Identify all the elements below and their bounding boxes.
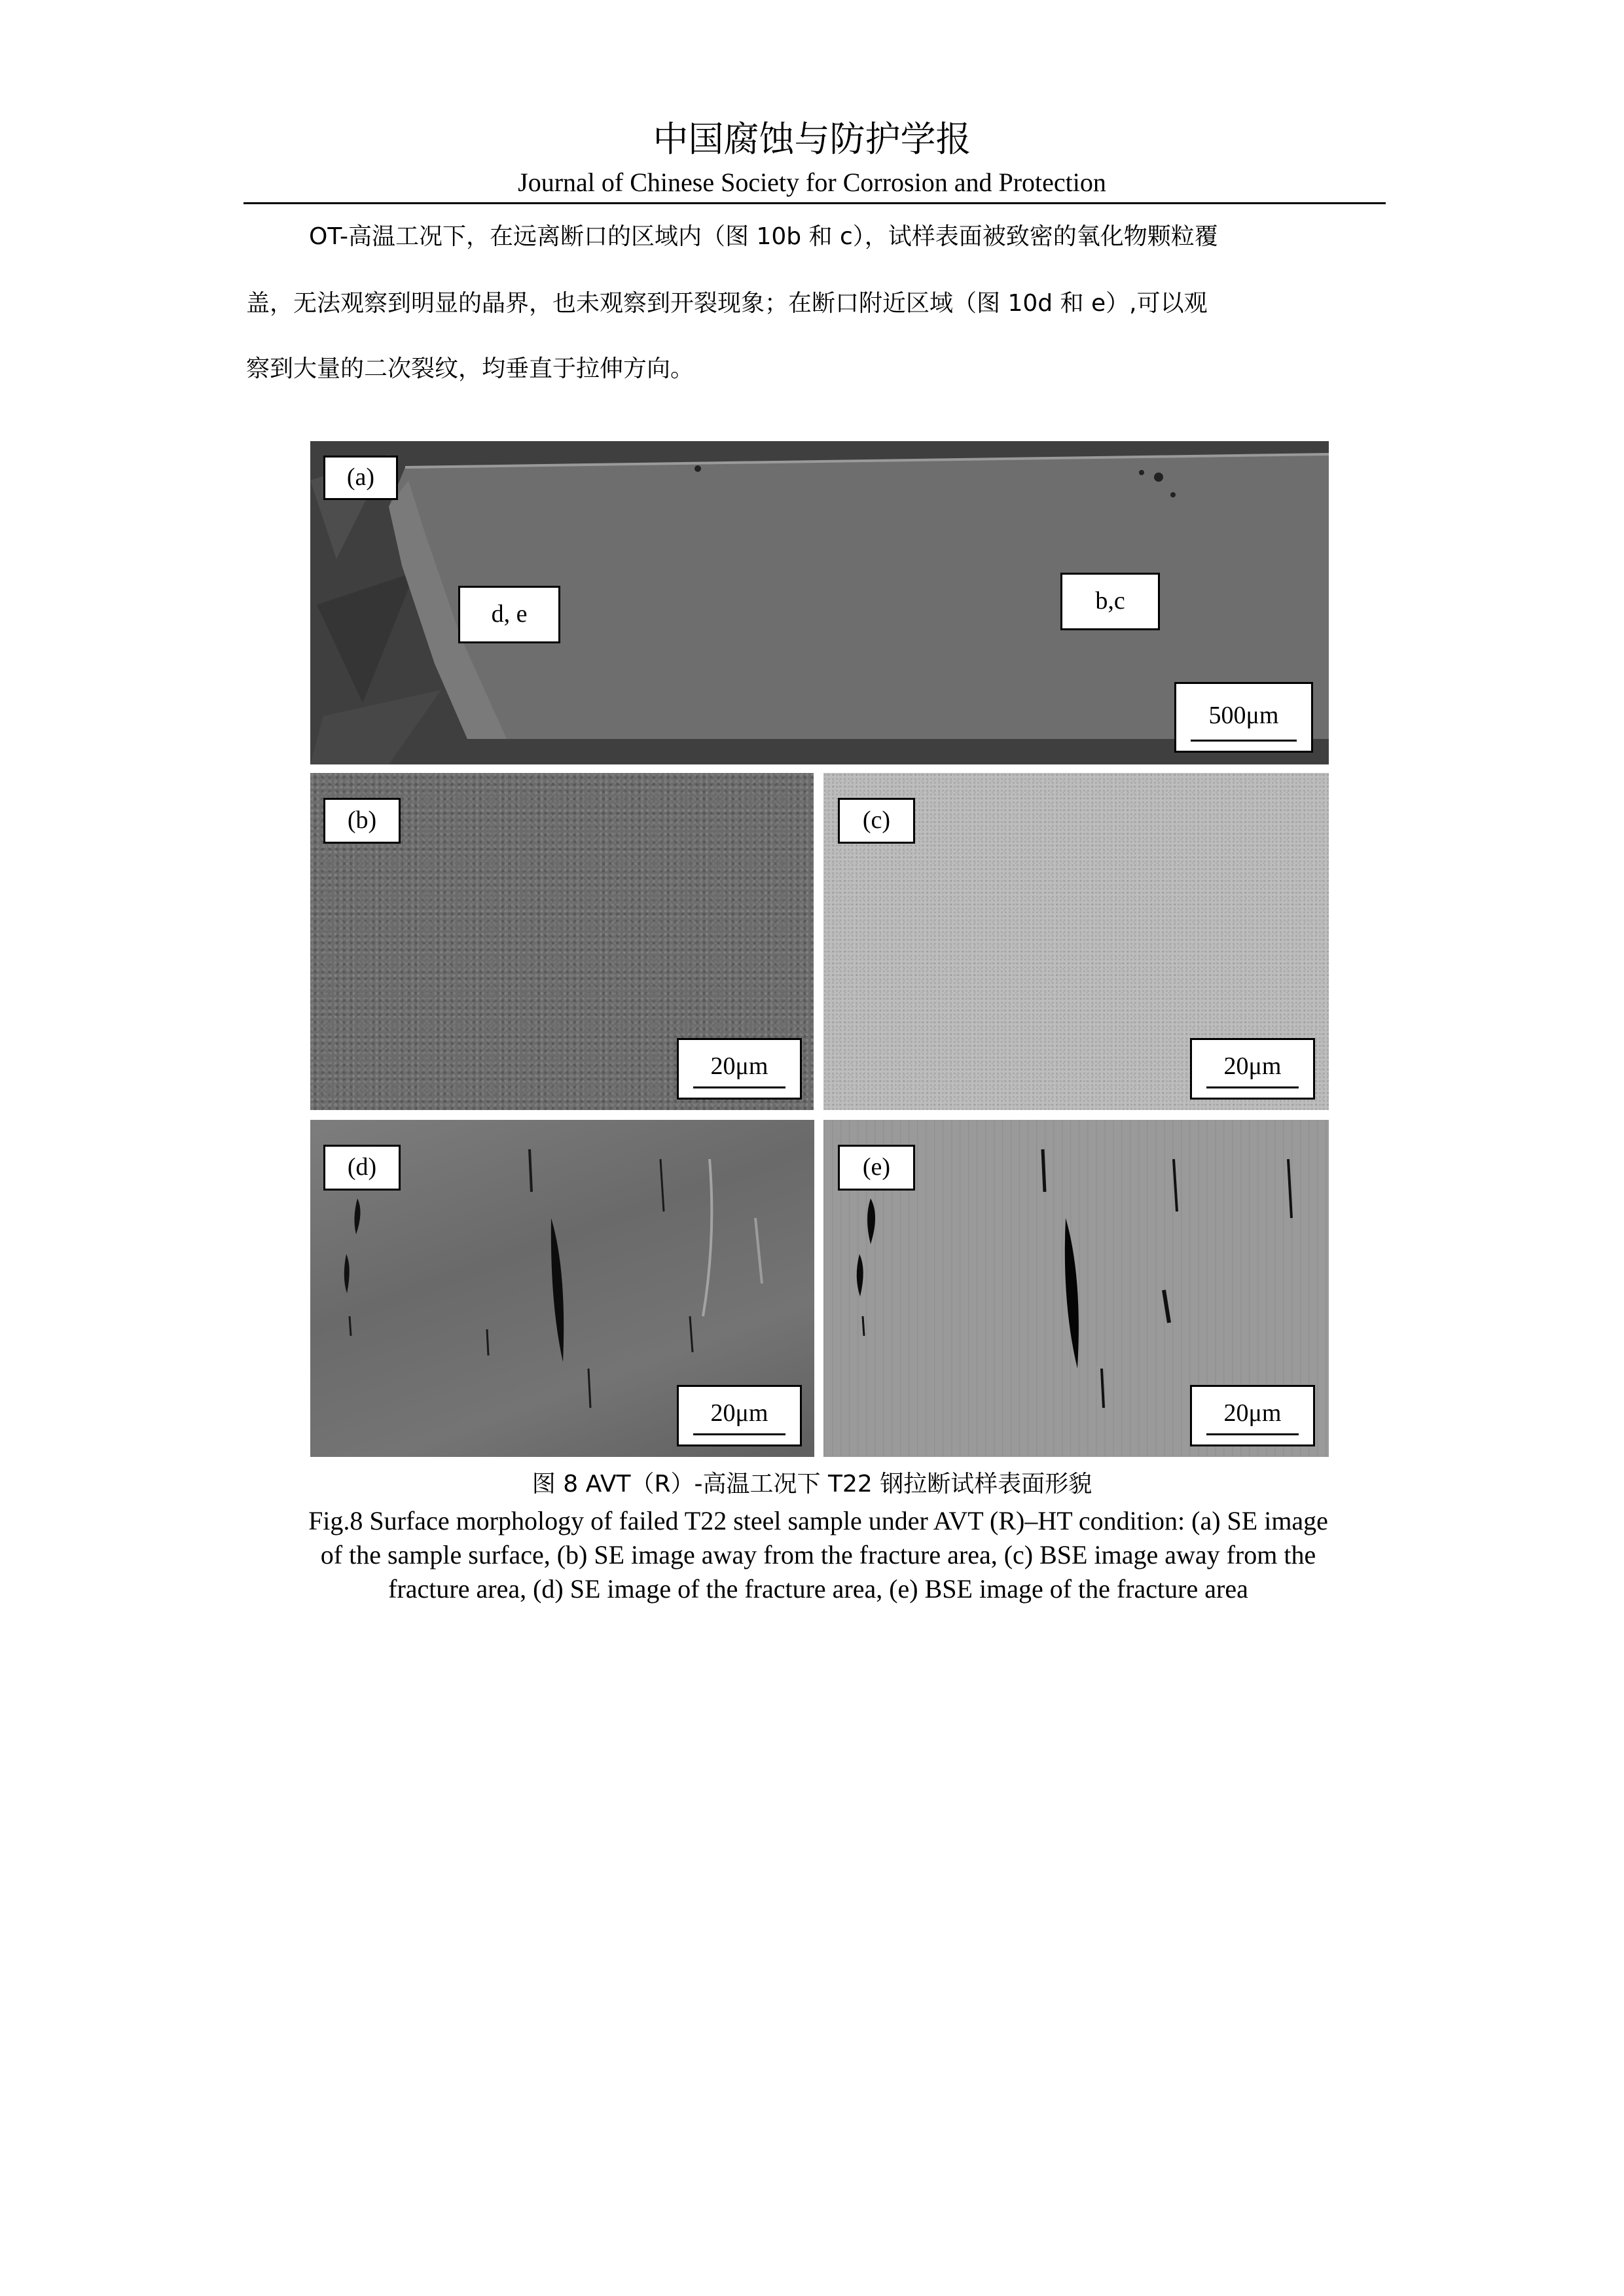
panel-e-label: (e) [838, 1145, 915, 1191]
journal-title: 中国腐蚀与防护学报 [653, 118, 971, 160]
body-text-line-3: 察到大量的二次裂纹，均垂直于拉伸方向。 [246, 355, 695, 382]
panel-e-scale-bar: 20μm [1190, 1385, 1315, 1446]
panel-b-scale-bar: 20μm [677, 1038, 802, 1100]
panel-c-label: (c) [838, 798, 915, 844]
panel-c-scale-bar: 20μm [1190, 1038, 1315, 1100]
header-rule [244, 202, 1386, 204]
body-text-line-1: OT-高温工况下，在远离断口的区域内（图 10b 和 c），试样表面被致密的氧化物颗粒覆 [309, 223, 1218, 250]
panel-a-scale-bar: 500μm [1174, 682, 1313, 753]
region-marker-de: d, e [458, 586, 560, 643]
region-marker-bc: b,c [1060, 573, 1160, 630]
figure-panel-e [823, 1120, 1329, 1457]
figure-panel-b [310, 773, 814, 1110]
panel-b-label: (b) [323, 798, 401, 844]
figure-caption-english-line-3: fracture area, (d) SE image of the fracture area, (e) BSE image of the fracture area [388, 1574, 1248, 1604]
figure-caption-english-line-1: Fig.8 Surface morphology of failed T22 steel sample under AVT (R)–HT condition: (a) SE image [308, 1506, 1328, 1535]
body-text-line-2: 盖，无法观察到明显的晶界，也未观察到开裂现象；在断口附近区域（图 10d 和 e）,可以观 [246, 290, 1208, 317]
panel-d-label: (d) [323, 1145, 401, 1191]
figure-panel-c [823, 773, 1329, 1110]
figure-panel-a [310, 441, 1329, 764]
panel-a-label: (a) [323, 456, 398, 500]
figure-caption-english-line-2: of the sample surface, (b) SE image away from the fracture area, (c) BSE image away from the [320, 1540, 1316, 1570]
journal-subtitle: Journal of Chinese Society for Corrosion and Protection [518, 168, 1106, 197]
panel-d-scale-bar: 20μm [677, 1385, 802, 1446]
figure-caption-chinese: 图 8 AVT（R）-高温工况下 T22 钢拉断试样表面形貌 [532, 1471, 1092, 1498]
figure-panel-d [310, 1120, 814, 1457]
